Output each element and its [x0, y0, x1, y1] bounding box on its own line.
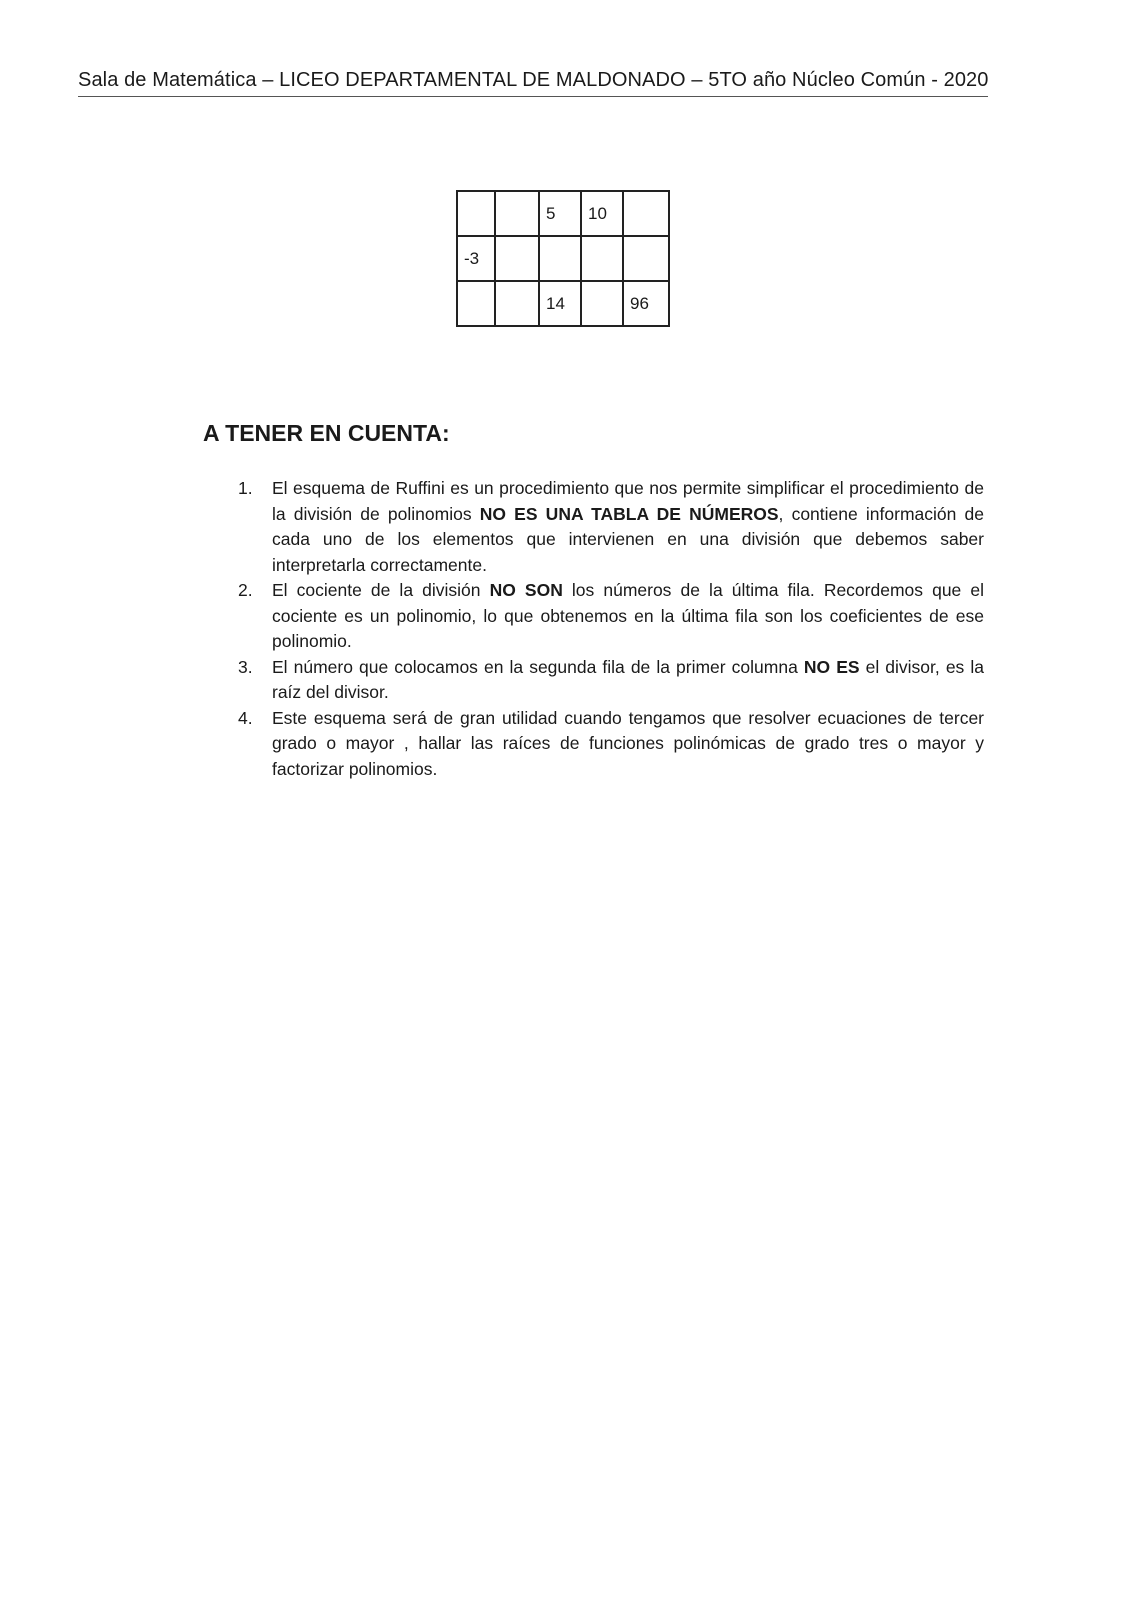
ruffini-scheme-table: [456, 190, 670, 327]
list-item-text: el divisor, es la raíz del divisor.: [272, 656, 984, 702]
list-item: [234, 578, 984, 655]
ruffini-row-coefficients: [457, 191, 669, 236]
ruffini-row-results: [457, 281, 669, 326]
list-item: [234, 655, 984, 706]
list-item-text: El número que colocamos en la segunda fila de la primer columna: [272, 656, 804, 677]
list-item-emphasis: NO SON: [489, 580, 563, 600]
list-item-number: 3.: [238, 656, 253, 677]
ruffini-cell-root: -3: [457, 236, 495, 281]
ruffini-cell: 10: [581, 191, 623, 236]
list-item-text: los números de la última fila. Recordemos que el cociente es un polinomio, lo que obtenemos en la última fila son los coeficientes de ese polinomio.: [272, 580, 984, 651]
list-item-number: 2.: [238, 580, 253, 600]
ruffini-cell: [495, 191, 539, 236]
list-item-text: , contiene información de cada uno de los elementos que intervienen en una división que debemos saber interpretarla correctamente.: [272, 503, 984, 575]
notes-list: [234, 476, 984, 782]
ruffini-cell: 14: [539, 281, 581, 326]
page-header: Sala de Matemática – LICEO DEPARTAMENTAL DE MALDONADO – 5TO año Núcleo Común - 2020: [78, 66, 988, 97]
ruffini-cell: [495, 236, 539, 281]
ruffini-cell: [495, 281, 539, 326]
ruffini-row-products: [457, 236, 669, 281]
ruffini-cell: [581, 281, 623, 326]
list-item-number: 1.: [238, 478, 253, 498]
ruffini-cell: [539, 236, 581, 281]
ruffini-cell: [457, 191, 495, 236]
list-item-text: Este esquema será de gran utilidad cuando tengamos que resolver ecuaciones de tercer grado o mayor , hallar las raíces de funciones polinómicas de grado tres o mayor y factorizar polinomios.: [272, 707, 984, 779]
list-item: [234, 706, 984, 783]
list-item-text: El esquema de Ruffini es un procedimiento que nos permite simplificar el procedimiento de la división de polinomios: [272, 478, 984, 524]
ruffini-cell: [623, 191, 669, 236]
list-item-emphasis: NO ES UNA TABLA DE NÚMEROS: [479, 503, 779, 524]
list-item: [234, 476, 984, 578]
ruffini-cell: [623, 236, 669, 281]
list-item-number: 4.: [238, 707, 253, 728]
ruffini-cell: [581, 236, 623, 281]
list-item-text: El cociente de la división: [272, 580, 490, 600]
ruffini-cell: 5: [539, 191, 581, 236]
ruffini-cell: 96: [623, 281, 669, 326]
ruffini-cell: [457, 281, 495, 326]
list-item-emphasis: NO ES: [803, 656, 860, 677]
section-title: A TENER EN CUENTA:: [203, 420, 450, 446]
